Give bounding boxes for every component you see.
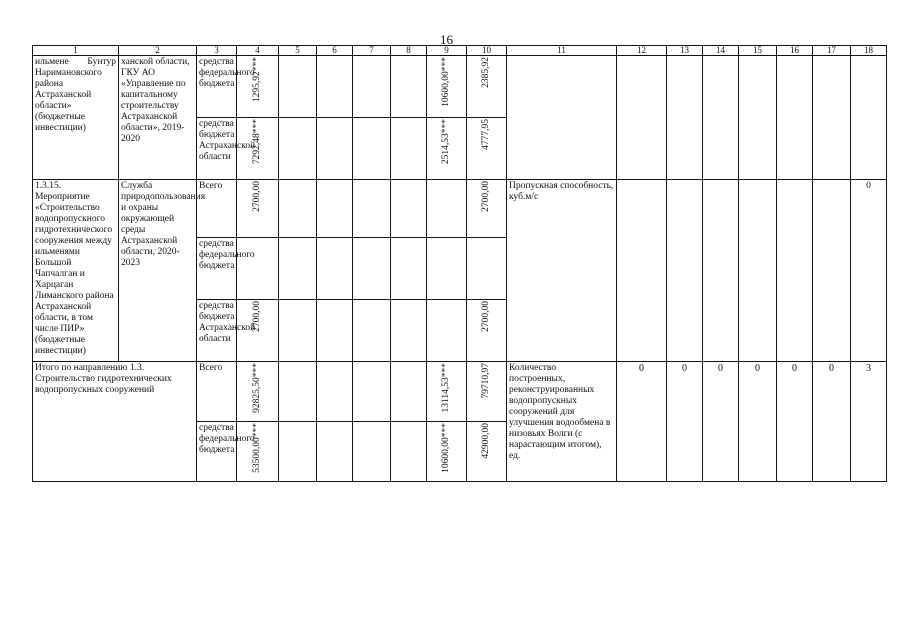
empty-cell bbox=[353, 422, 391, 482]
empty-cell bbox=[391, 422, 427, 482]
value-text: 79710,97 bbox=[480, 363, 491, 399]
source-label-cell: Всего bbox=[197, 362, 237, 422]
value-text: 42900,00 bbox=[480, 423, 491, 459]
value-cell bbox=[467, 362, 507, 422]
empty-cell bbox=[279, 56, 317, 118]
measure-name-cell: ильмене Бунтур Наримановского района Астраханской области» (бюджетные инвестиции) bbox=[33, 56, 119, 180]
value-text: 92825,50*** bbox=[251, 363, 262, 413]
value-cell bbox=[237, 180, 279, 238]
empty-cell bbox=[739, 56, 777, 180]
empty-cell bbox=[703, 56, 739, 180]
value-cell bbox=[467, 422, 507, 482]
empty-cell bbox=[617, 56, 667, 180]
value-text: 13114,53*** bbox=[440, 363, 451, 413]
empty-cell bbox=[427, 300, 467, 362]
empty-cell bbox=[777, 180, 813, 362]
empty-cell bbox=[667, 180, 703, 362]
header-cell: 11 bbox=[507, 46, 617, 56]
value-cell bbox=[237, 56, 279, 118]
empty-cell bbox=[279, 300, 317, 362]
value-text: 2700,00 bbox=[480, 181, 491, 212]
header-cell: 2 bbox=[119, 46, 197, 56]
empty-cell bbox=[467, 238, 507, 300]
empty-cell bbox=[317, 362, 353, 422]
header-cell: 10 bbox=[467, 46, 507, 56]
value-cell bbox=[467, 300, 507, 362]
value-cell: 3 bbox=[851, 362, 887, 482]
header-cell: 9 bbox=[427, 46, 467, 56]
value-text: 2700,00 bbox=[251, 181, 262, 212]
table-row bbox=[33, 180, 887, 238]
value-cell: 0 bbox=[813, 362, 851, 482]
empty-cell bbox=[703, 180, 739, 362]
header-cell: 15 bbox=[739, 46, 777, 56]
source-label-cell: средства бюджета Астраханской области bbox=[197, 118, 237, 180]
empty-cell bbox=[813, 180, 851, 362]
value-cell: 0 bbox=[667, 362, 703, 482]
source-label-cell: средства федерального бюджета bbox=[197, 422, 237, 482]
empty-cell bbox=[391, 300, 427, 362]
measure-name-cell: 1.3.15. Мероприятие «Строительство водопропускного гидротехнического сооружения между ильменями Большой Чапчалган и Харцаган Лиманского района Астраханской области, в том числе ПИР» (бюджетные инвестиции) bbox=[33, 180, 119, 362]
value-text: 2700,00 bbox=[480, 301, 491, 332]
value-text: 2385,92 bbox=[480, 57, 491, 88]
header-cell: 3 bbox=[197, 46, 237, 56]
total-name-cell: Итого по направлению 1.3. Строительство гидротехнических водопропускных сооружений bbox=[33, 362, 197, 482]
empty-cell bbox=[353, 300, 391, 362]
value-text: 2700,00 bbox=[251, 301, 262, 332]
empty-cell bbox=[391, 362, 427, 422]
value-cell: 0 bbox=[739, 362, 777, 482]
budget-table bbox=[32, 45, 887, 482]
value-text: 10600,00*** bbox=[440, 57, 451, 107]
header-cell: 4 bbox=[237, 46, 279, 56]
header-cell: 14 bbox=[703, 46, 739, 56]
empty-cell bbox=[317, 238, 353, 300]
empty-cell bbox=[813, 56, 851, 180]
empty-cell bbox=[317, 118, 353, 180]
empty-cell bbox=[353, 118, 391, 180]
value-cell: 0 bbox=[851, 180, 887, 362]
header-cell: 1 bbox=[33, 46, 119, 56]
empty-cell bbox=[317, 56, 353, 118]
header-cell: 16 bbox=[777, 46, 813, 56]
value-cell bbox=[467, 56, 507, 118]
empty-cell bbox=[279, 180, 317, 238]
indicator-cell: Пропускная способность, куб.м/с bbox=[507, 180, 617, 362]
empty-cell bbox=[391, 118, 427, 180]
executor-cell: Служба природопользования и охраны окружающей среды Астраханской области, 2020-2023 bbox=[119, 180, 197, 362]
empty-cell bbox=[739, 180, 777, 362]
value-cell: 0 bbox=[617, 362, 667, 482]
header-cell: 18 bbox=[851, 46, 887, 56]
executor-cell: ханской области, ГКУ АО «Управление по капитальному строительству Астраханской области», 2019-2020 bbox=[119, 56, 197, 180]
header-cell: 6 bbox=[317, 46, 353, 56]
value-text: 4777,95 bbox=[480, 119, 491, 150]
value-cell bbox=[237, 362, 279, 422]
empty-cell bbox=[427, 238, 467, 300]
page-number: 16 bbox=[440, 32, 453, 47]
table-row bbox=[33, 362, 887, 422]
value-text: 2514,53*** bbox=[440, 119, 451, 165]
empty-cell bbox=[507, 56, 617, 180]
value-cell bbox=[427, 56, 467, 118]
value-text: 1295,92*** bbox=[251, 57, 262, 103]
value-text: 53500,00*** bbox=[251, 423, 262, 473]
header-row bbox=[33, 46, 887, 56]
empty-cell bbox=[851, 56, 887, 180]
source-label-cell: Всего bbox=[197, 180, 237, 238]
value-cell: 0 bbox=[777, 362, 813, 482]
empty-cell bbox=[777, 56, 813, 180]
value-cell bbox=[467, 180, 507, 238]
indicator-cell: Количество построенных, реконструированных водопропускных сооружений для улучшения водообмена в низовьях Волги (с нарастающим итогом), ед. bbox=[507, 362, 617, 482]
empty-cell bbox=[617, 180, 667, 362]
value-cell bbox=[237, 422, 279, 482]
empty-cell bbox=[317, 180, 353, 238]
empty-cell bbox=[427, 180, 467, 238]
empty-cell bbox=[317, 422, 353, 482]
empty-cell bbox=[279, 362, 317, 422]
empty-cell bbox=[353, 362, 391, 422]
header-cell: 7 bbox=[353, 46, 391, 56]
header-cell: 12 bbox=[617, 46, 667, 56]
value-cell bbox=[427, 362, 467, 422]
value-cell bbox=[427, 422, 467, 482]
header-cell: 17 bbox=[813, 46, 851, 56]
empty-cell bbox=[353, 180, 391, 238]
empty-cell bbox=[391, 180, 427, 238]
empty-cell bbox=[279, 118, 317, 180]
empty-cell bbox=[667, 56, 703, 180]
empty-cell bbox=[391, 56, 427, 118]
value-cell bbox=[467, 118, 507, 180]
header-cell: 8 bbox=[391, 46, 427, 56]
source-label-cell: средства бюджета Астраханской области bbox=[197, 300, 237, 362]
empty-cell bbox=[279, 422, 317, 482]
source-label-cell: средства федерального бюджета bbox=[197, 56, 237, 118]
empty-cell bbox=[279, 238, 317, 300]
empty-cell bbox=[353, 56, 391, 118]
empty-cell bbox=[391, 238, 427, 300]
table-row bbox=[33, 56, 887, 118]
empty-cell bbox=[353, 238, 391, 300]
header-cell: 13 bbox=[667, 46, 703, 56]
source-label-cell: средства федерального бюджета bbox=[197, 238, 237, 300]
empty-cell bbox=[237, 238, 279, 300]
value-cell bbox=[427, 118, 467, 180]
value-text: 10600,00*** bbox=[440, 423, 451, 473]
empty-cell bbox=[317, 300, 353, 362]
value-cell: 0 bbox=[703, 362, 739, 482]
value-text: 7292,48*** bbox=[251, 119, 262, 165]
header-cell: 5 bbox=[279, 46, 317, 56]
